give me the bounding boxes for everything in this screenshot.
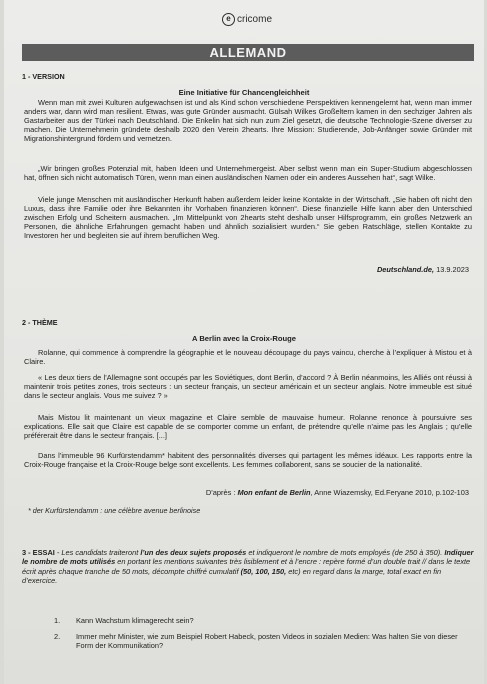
section-3-instr-3: et indiqueront le nombre de mots employés (de 250 à 350).	[246, 548, 445, 557]
section-2-label: 2 - THÈME	[22, 318, 58, 327]
section-3-label: 3 - ESSAI	[22, 548, 55, 557]
section-2-source-prefix: D’après :	[205, 488, 236, 497]
section-3-instr-7: etc) en regard dans la marge, total exact en fin d’exercice.	[22, 566, 442, 585]
section-3-instructions	[22, 548, 474, 585]
essay-question-2-text: Immer mehr Minister, wie zum Beispiel Robert Habeck, posten Videos in sozialen Medien: Was halten Sie von dieser Form der Kommunikation?	[76, 632, 458, 651]
section-1-label: 1 - VERSION	[22, 72, 65, 81]
section-1-source	[377, 265, 469, 274]
ecricome-logo-text: cricome	[237, 13, 273, 25]
essay-question-2-number: 2.	[54, 632, 61, 641]
section-1-source-date: 13.9.2023	[436, 265, 469, 274]
section-2-title: A Berlin avec la Croix-Rouge	[192, 334, 296, 343]
section-3-instr-2: l’un des deux sujets proposés	[140, 548, 247, 557]
section-2-footnote: * der Kurfürstendamm : une célèbre avenue berlinoise	[28, 506, 201, 515]
section-1-paragraph-3: Viele junge Menschen mit ausländischer Herkunft haben außerdem leider keine Kontakte in der Wirtschaft. „Sie haben oft nicht den Luxus, dass ihre Familie oder ihre Bekannten ihr Vorhaben finanzieren können“. Diese finanzielle Hilfe kann aber den Unterschied zwischen Erfolg und Scheitern ausmachen. „Im Mittelpunkt von 2hearts steht deshalb unser Hilfsprogramm, ein großes Netzwerk an Personen, die ähnliche Erfahrungen gemacht haben und ähnlich sozialisiert wurden.“ Sie geben Ratschläge, stellen Kontakte zu Investoren her und begleiten sie auf ihrem beruflichen Weg.	[24, 195, 472, 241]
essay-question-1-text: Kann Wachstum klimagerecht sein?	[76, 616, 194, 625]
section-2-source-title: Mon enfant de Berlin	[237, 488, 311, 497]
exam-page	[4, 0, 484, 684]
section-1-paragraph-2: „Wir bringen großes Potenzial mit, haben Ideen und Unternehmergeist. Aber selbst wenn man ein Super-Studium abgeschlossen hat, öffnen sich nicht automatisch Türen, wenn man einen ausländischen Namen oder ein anderes Aussehen hat“, sagt Wilke.	[24, 164, 472, 183]
section-2-paragraph-4: Dans l’immeuble 96 Kurfürstendamm* habitent des personnalités diverses qui partagent les mêmes idéaux. Les rapports entre la Croix-Rouge française et la Croix-Rouge belge sont excellents. Les femmes collaborent, sans se soucier de la nationalité.	[24, 451, 472, 470]
ecricome-logo	[222, 11, 272, 27]
section-3-instr-4: Indiquer le nombre de mots utilisés	[22, 548, 474, 567]
section-2-source-rest: , Anne Wiazemsky, Ed.Feryane 2010, p.102-103	[310, 488, 469, 497]
section-2-paragraph-1: Rolanne, qui commence à comprendre la géographie et le nouveau découpage du pays vaincu, cherche à l’expliquer à Mistou et à Claire.	[24, 348, 472, 367]
section-3-instr-1: - Les candidats traiteront	[54, 548, 141, 557]
section-3-instr-6: (50, 100, 150,	[240, 566, 287, 576]
section-2-source	[206, 488, 469, 497]
section-1-source-name: Deutschland.de,	[376, 265, 435, 274]
section-1-title: Eine Initiative für Chancengleichheit	[178, 88, 310, 97]
ecricome-logo-mark-icon: e	[222, 13, 235, 26]
subject-banner: ALLEMAND	[22, 44, 474, 61]
section-3-instr-5: en portant les mentions suivantes très lisiblement et à l’encre : repère formé d’un double trait // dans le texte écrit après chaque tranche de 50 mots, décompte chiffré cumulatif	[22, 557, 471, 576]
section-1-paragraph-1: Wenn man mit zwei Kulturen aufgewachsen ist und als Kind schon verschiedene Perspektiven kennengelernt hat, wenn man immer anders war, dann wird man resilient. Etwas, was gute Gründer ausmacht. Gülsah Wilkes Großeltern kamen in den sechziger Jahren als Gastarbeiter aus der Türkei nach Deutschland. Die Enkelin hat sich nun zum Ziel gesetzt, die deutsche Technologie-Szene diverser zu machen. Die Unternehmerin gründete deshalb 2020 den Verein 2hearts. Ihre Mission: Studierende, Job-Anfänger sowie Gründer mit Migrationshintergrund fördern und vernetzen.	[24, 98, 472, 144]
essay-question-1-number: 1.	[54, 616, 61, 625]
section-2-paragraph-3: Mais Mistou lit maintenant un vieux magazine et Claire semble de mauvaise humeur. Rolanne renonce à poursuivre ses explications. Elle sait que Claire est capable de se comporter comme un enfant, de prétendre qu’elle n’aime pas les Anglais ; qu’elle préférerait être dans le secteur français. [...]	[24, 413, 472, 441]
section-2-paragraph-2: « Les deux tiers de l’Allemagne sont occupés par les Soviétiques, dont Berlin, d’accord ? À Berlin néanmoins, les Alliés ont réussi à maintenir trois petites zones, trois secteurs : un secteur français, un secteur américain et un secteur anglais. Notre immeuble est situé dans le secteur anglais. Vous me suivez ? »	[24, 373, 472, 401]
